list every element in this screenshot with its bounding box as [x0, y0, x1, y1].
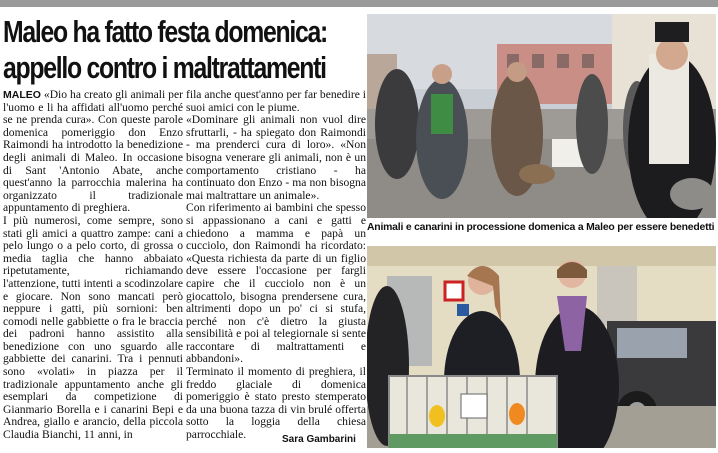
headline-line-1: Maleo ha fatto festa domenica:: [3, 14, 328, 49]
headline-line-2: appello contro i maltrattamenti: [3, 50, 326, 85]
article-column-1: [3, 89, 183, 442]
article-paragraph: Con riferimento ai bambini che spesso si appassionano a cani e gatti e chiedono a mamma e papà un cucciolo, don Raimondi ha ricordato: «Questa richiesta da parte di un figlio deve essere l'occasione per fargli capire che il cucciolo non è un giocattolo, bisogna prendersene cura, altrimenti dopo un po' ci si stufa, perché non c'è dietro la giusta sensibilità e poi al telegiornale si sente raccontare di maltrattamenti e abbandoni».: [186, 201, 366, 366]
article-column-2: [186, 89, 366, 442]
article-paragraph: [3, 89, 183, 215]
top-rule: [0, 0, 718, 7]
dateline: MALEO: [3, 89, 41, 101]
article-paragraph: fila anche quest'anno per far benedire i suoi amici con le piume.: [186, 88, 366, 114]
procession-photo-image: [367, 14, 716, 218]
canary-cage-photo: [367, 246, 716, 448]
photo-caption: Animali e canarini in processione domenica a Maleo per essere benedetti: [367, 222, 715, 233]
procession-photo: [367, 14, 716, 218]
article-paragraph: Terminato il momento di preghiera, il freddo glaciale di domenica pomeriggio è stato presto stemperato da una buona tazza di vin brulé offerta sotto la loggia della chiesa parrocchiale.: [186, 365, 366, 442]
paragraph-text: «Dio ha creato gli animali per l'uomo e li ha affidati all'uomo perché se ne prenda cura». Con queste parole domenica pomeriggio don Enzo Raimondi ha introdotto la benedizione degli animali di Maleo. In occasione di Sant 'Antonio Abate, anche quest'anno la parrocchia malerina ha organizzato il tradizionale appuntamento di preghiera.: [3, 88, 183, 215]
article-paragraph: I più numerosi, come sempre, sono stati gli amici a quattro zampe: cani a pelo lungo o a pelo corto, di grossa o media taglia che hanno abbaiato ripetutamente, richiamando l'attenzione, tutti intenti a scodinzolare e giocare. Non sono mancati però neppure i gatti, più sornioni: ben comodi nelle gabbiette o fra le braccia dei padroni hanno assistito alla benedizione con uno sguardo alle gabbiette dei canarini. Tra i pennuti sono «volati» in piazza per il tradizionale appuntamento anche gli esemplari da competizione di Gianmario Borella e i canarini Bepi e Andrea, giallo e arancio, della piccola Claudia Bianchi, 11 anni, in: [3, 213, 183, 442]
canary-cage-photo-image: [367, 246, 716, 448]
author-byline: Sara Gambarini: [282, 434, 356, 445]
article-headline: [3, 14, 328, 86]
article-paragraph: «Dominare gli animali non vuol dire sfruttarli, - ha spiegato don Raimondi - ma prenderci cura di loro». «Non bisogna venerare gli animali, non è un comportamento cristiano - ha continuato don Enzo - ma non bisogna mai maltrattare un animale».: [186, 113, 366, 202]
